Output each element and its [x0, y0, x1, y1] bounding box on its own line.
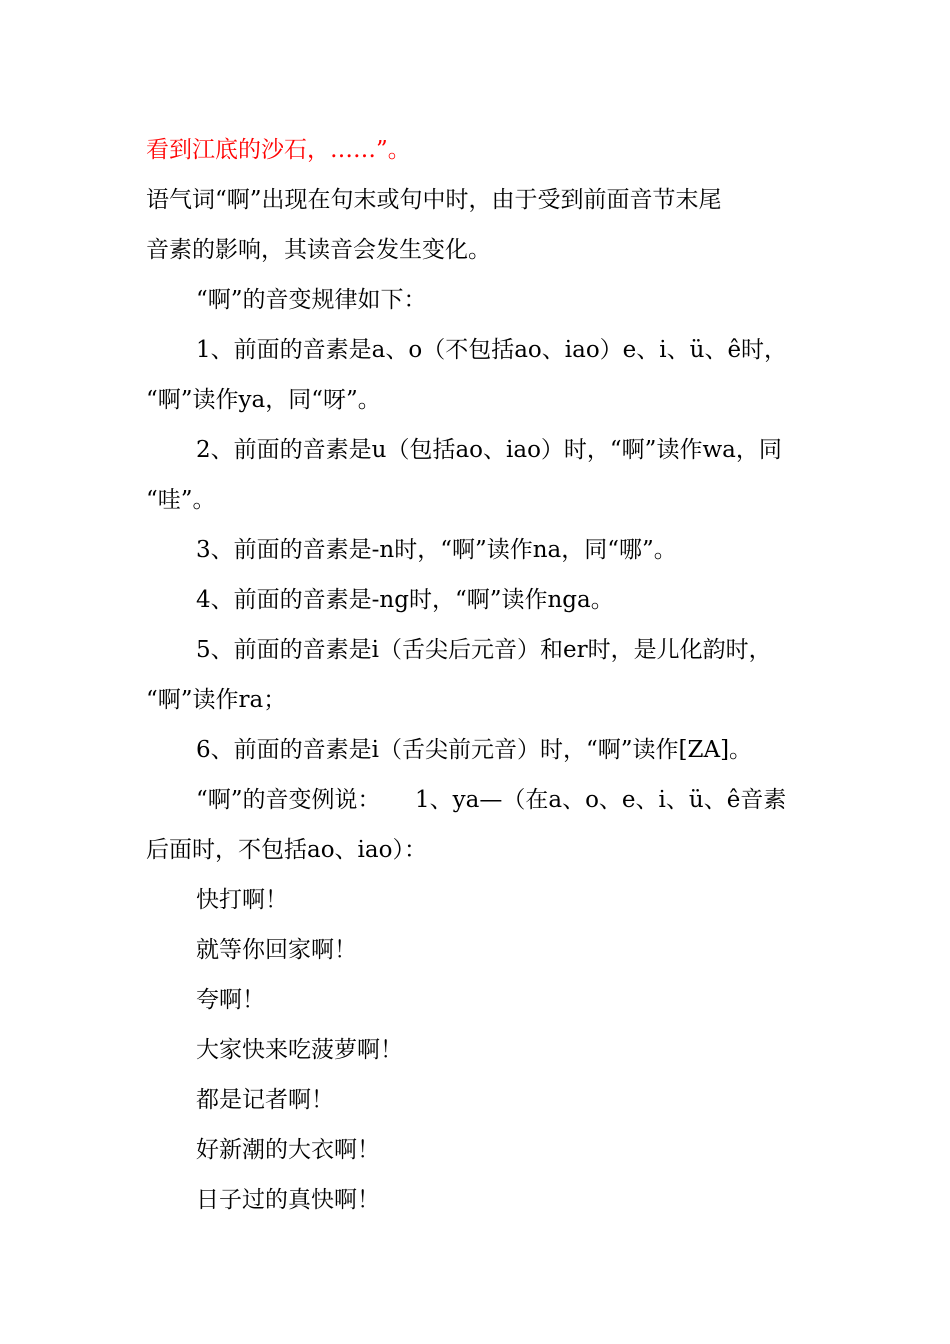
text-line-example-2: 就等你回家啊！ [196, 937, 357, 963]
text-line-rule-1-cont: “啊”读作ya，同“呀”。 [146, 387, 381, 413]
text-line-rule-2: 2、前面的音素是u（包括ao、iao）时，“啊”读作wa，同 [196, 437, 782, 463]
text-line-examples-heading-cont: 后面时，不包括ao、iao）： [146, 837, 427, 863]
text-line-example-1: 快打啊！ [196, 887, 288, 913]
text-line-red-quote-end: 看到江底的沙石，……”。 [146, 137, 411, 163]
text-line-rule-4: 4、前面的音素是-ng时，“啊”读作nga。 [196, 587, 614, 613]
text-line-example-5: 都是记者啊！ [196, 1087, 334, 1113]
text-line-rule-5-cont: “啊”读作ra； [146, 687, 287, 713]
text-line-rule-5: 5、前面的音素是i（舌尖后元音）和er时，是儿化韵时， [196, 637, 772, 663]
text-line-rule-2-cont: “哇”。 [146, 487, 216, 513]
text-line-example-4: 大家快来吃菠萝啊！ [196, 1037, 403, 1063]
text-line-example-3: 夸啊！ [196, 987, 265, 1013]
text-line-example-6: 好新潮的大衣啊！ [196, 1137, 380, 1163]
text-line-intro-1: 语气词“啊”出现在句末或句中时，由于受到前面音节末尾 [146, 187, 722, 213]
text-line-intro-2: 音素的影响，其读音会发生变化。 [146, 237, 491, 263]
text-line-rule-3: 3、前面的音素是-n时，“啊”读作na，同“哪”。 [196, 537, 677, 563]
text-line-rules-heading: “啊”的音变规律如下： [196, 287, 427, 313]
text-line-example-7: 日子过的真快啊！ [196, 1187, 380, 1213]
text-line-rule-1: 1、前面的音素是a、o（不包括ao、iao）e、i、ü、ê时， [196, 337, 788, 363]
text-line-examples-heading: “啊”的音变例说： 1、ya—（在a、o、e、i、ü、ê音素 [196, 787, 787, 813]
text-line-rule-6: 6、前面的音素是i（舌尖前元音）时，“啊”读作[ZA]。 [196, 737, 753, 763]
